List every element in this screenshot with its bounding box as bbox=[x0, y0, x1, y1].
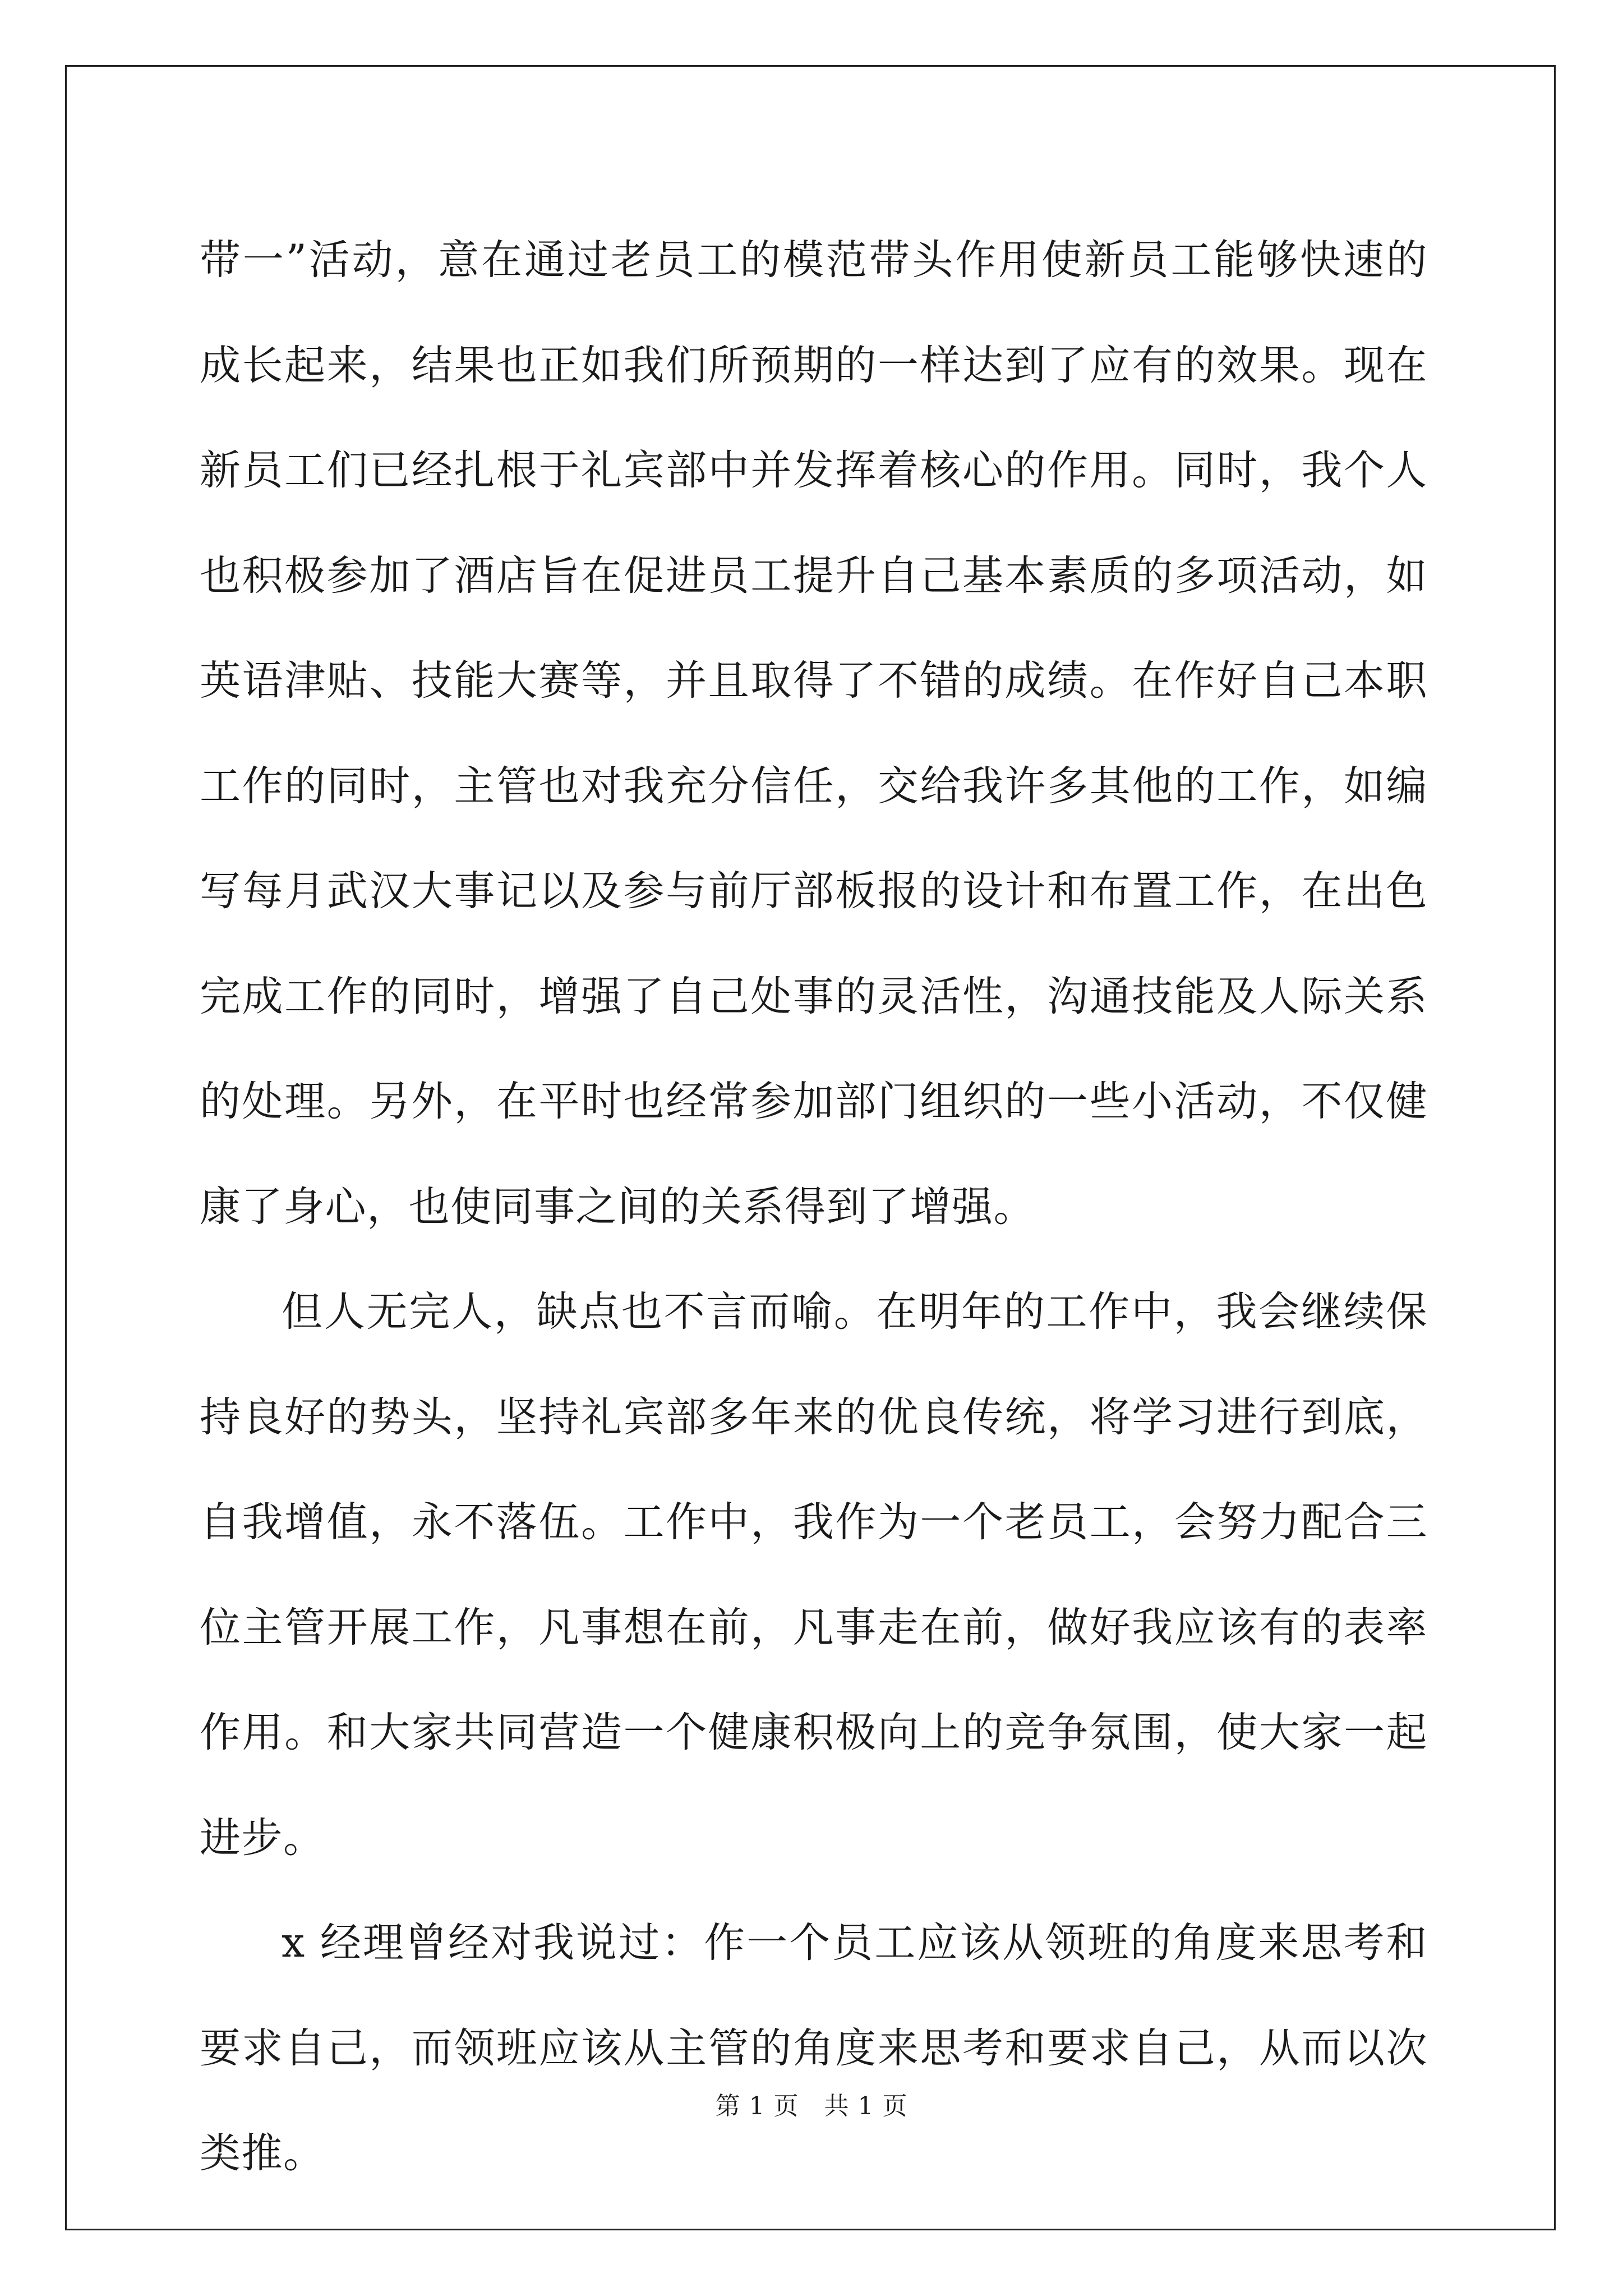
page-number-footer: 第 1 页 共 1 页 bbox=[715, 2092, 908, 2120]
document-body bbox=[200, 208, 1428, 2206]
paragraph-3: x 经理曾经对我说过：作一个员工应该从领班的角度来思考和要求自己，而领班应该从主管的角度来思考和要求自己，从而以次类推。 bbox=[200, 1919, 1428, 2177]
paragraph-2: 但人无完人，缺点也不言而喻。在明年的工作中，我会继续保持良好的势头，坚持礼宾部多年来的优良传统，将学习进行到底，自我增值，永不落伍。工作中，我作为一个老员工，会努力配合三位主管开展工作，凡事想在前，凡事走在前，做好我应该有的表率作用。和大家共同营造一个健康积极向上的竞争氛围，使大家一起进步。 bbox=[200, 1288, 1428, 1862]
paragraph-1: 带一”活动，意在通过老员工的模范带头作用使新员工能够快速的成长起来，结果也正如我们所预期的一样达到了应有的效果。现在新员工们已经扎根于礼宾部中并发挥着核心的作用。同时，我个人也积极参加了酒店旨在促进员工提升自己基本素质的多项活动，如英语津贴、技能大赛等，并且取得了不错的成绩。在作好自己本职工作的同时，主管也对我充分信任，交给我许多其他的工作，如编写每月武汉大事记以及参与前厅部板报的设计和布置工作，在出色完成工作的同时，增强了自己处事的灵活性，沟通技能及人际关系的处理。另外，在平时也经常参加部门组织的一些小活动，不仅健康了身心，也使同事之间的关系得到了增强。 bbox=[200, 236, 1428, 1231]
